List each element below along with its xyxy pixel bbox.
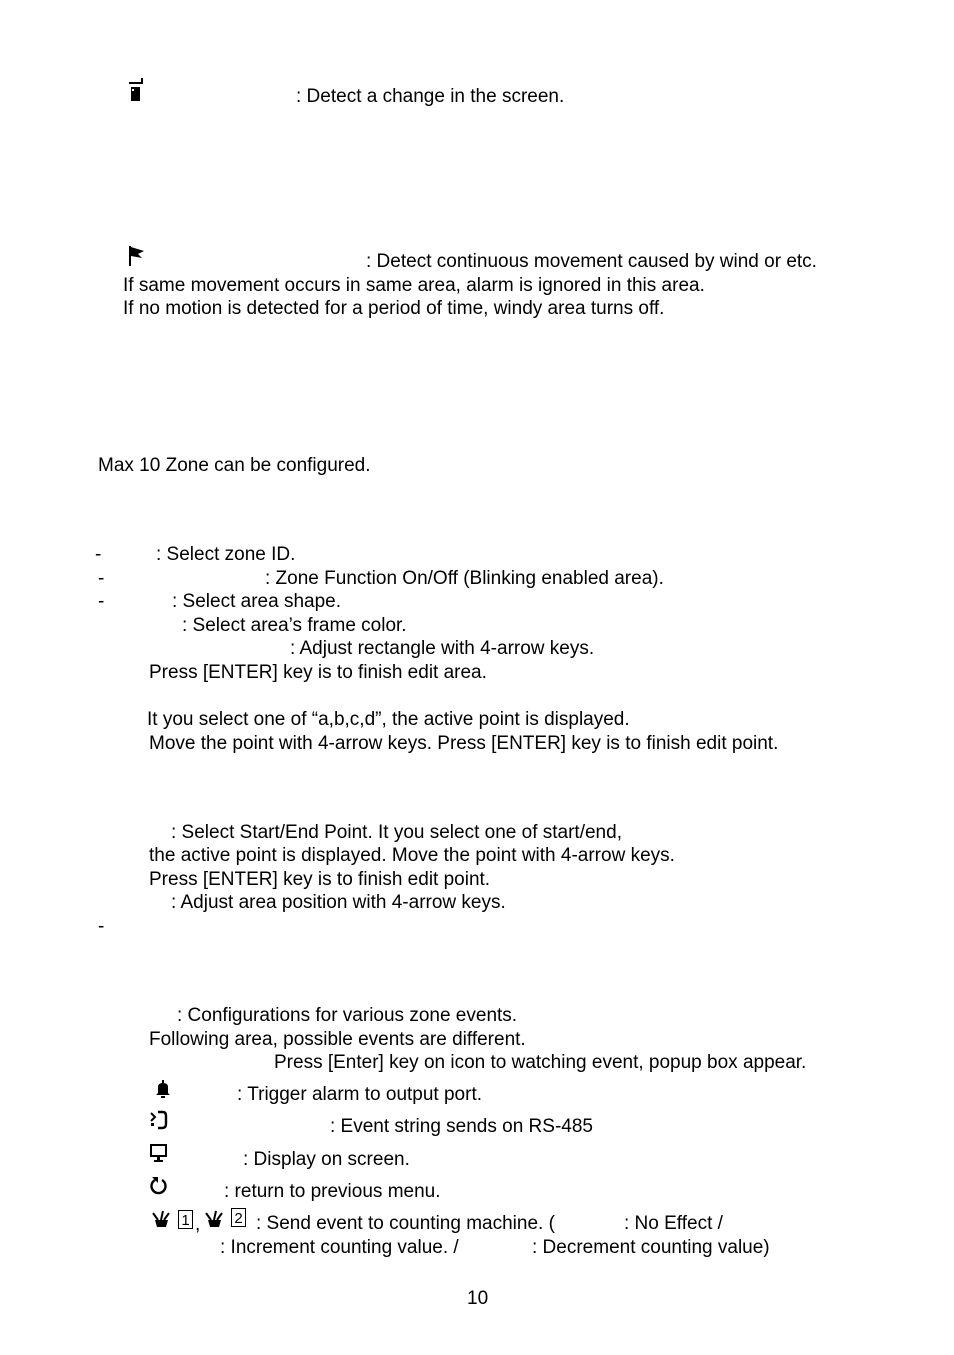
page-number: 10 bbox=[467, 1288, 489, 1309]
zone-adjust-rect: : Adjust rectangle with 4-arrow keys. bbox=[290, 638, 595, 659]
monitor-icon bbox=[149, 1143, 169, 1165]
counter-box-2: 2 bbox=[231, 1208, 246, 1227]
counter-desc: : Send event to counting machine. ( bbox=[256, 1213, 555, 1234]
return-icon bbox=[149, 1175, 169, 1197]
event-return-desc: : return to previous menu. bbox=[224, 1181, 441, 1202]
zone-select-id: : Select zone ID. bbox=[156, 544, 296, 565]
zone-start-end-2: the active point is displayed. Move the point with 4-arrow keys. bbox=[149, 845, 675, 866]
zone-enter-finish-area: Press [ENTER] key is to finish edit area. bbox=[149, 662, 487, 683]
change-desc: : Detect a change in the screen. bbox=[296, 86, 565, 107]
zone-events-follow: Following area, possible events are different. bbox=[149, 1029, 526, 1050]
zone-frame-color: : Select area’s frame color. bbox=[182, 615, 407, 636]
zone-select-shape: : Select area shape. bbox=[172, 591, 341, 612]
bullet-dash: - bbox=[98, 591, 105, 612]
zone-start-end: : Select Start/End Point. It you select one of start/end, bbox=[171, 822, 622, 843]
counter-decrement: : Decrement counting value) bbox=[532, 1237, 770, 1258]
bullet-dash: - bbox=[95, 544, 102, 565]
zone-enter-finish-point: Press [ENTER] key is to finish edit point. bbox=[149, 869, 491, 890]
rs485-icon bbox=[149, 1109, 169, 1131]
counter-increment: : Increment counting value. / bbox=[220, 1237, 459, 1258]
bullet-dash: - bbox=[98, 916, 105, 937]
bullet-dash: - bbox=[98, 568, 105, 589]
windy-line-3: If no motion is detected for a period of time, windy area turns off. bbox=[123, 298, 665, 319]
zone-max-note: Max 10 Zone can be configured. bbox=[98, 455, 371, 476]
zone-events-popup: Press [Enter] key on icon to watching event, popup box appear. bbox=[274, 1052, 807, 1073]
zone-select-point: It you select one of “a,b,c,d”, the active point is displayed. bbox=[147, 709, 630, 730]
zone-move-point: Move the point with 4-arrow keys. Press [ENTER] key is to finish edit point. bbox=[149, 733, 779, 754]
event-display-desc: : Display on screen. bbox=[243, 1149, 410, 1170]
event-alarm-desc: : Trigger alarm to output port. bbox=[237, 1084, 483, 1105]
windy-flag-icon bbox=[127, 245, 147, 267]
zone-function-onoff: : Zone Function On/Off (Blinking enabled area). bbox=[265, 568, 664, 589]
alarm-bell-icon bbox=[153, 1079, 173, 1101]
counter-icon bbox=[151, 1209, 173, 1231]
windy-line-2: If same movement occurs in same area, alarm is ignored in this area. bbox=[123, 275, 705, 296]
windy-desc: : Detect continuous movement caused by wind or etc. bbox=[366, 251, 817, 272]
counter-icon bbox=[204, 1209, 226, 1231]
counter-separator: , bbox=[195, 1214, 201, 1235]
event-rs485-desc: : Event string sends on RS-485 bbox=[330, 1116, 593, 1137]
zone-events-config: : Configurations for various zone events. bbox=[177, 1005, 518, 1026]
change-icon bbox=[127, 77, 147, 103]
counter-no-effect: : No Effect / bbox=[624, 1213, 723, 1234]
counter-box-1: 1 bbox=[178, 1210, 193, 1229]
zone-adjust-position: : Adjust area position with 4-arrow keys. bbox=[171, 892, 506, 913]
